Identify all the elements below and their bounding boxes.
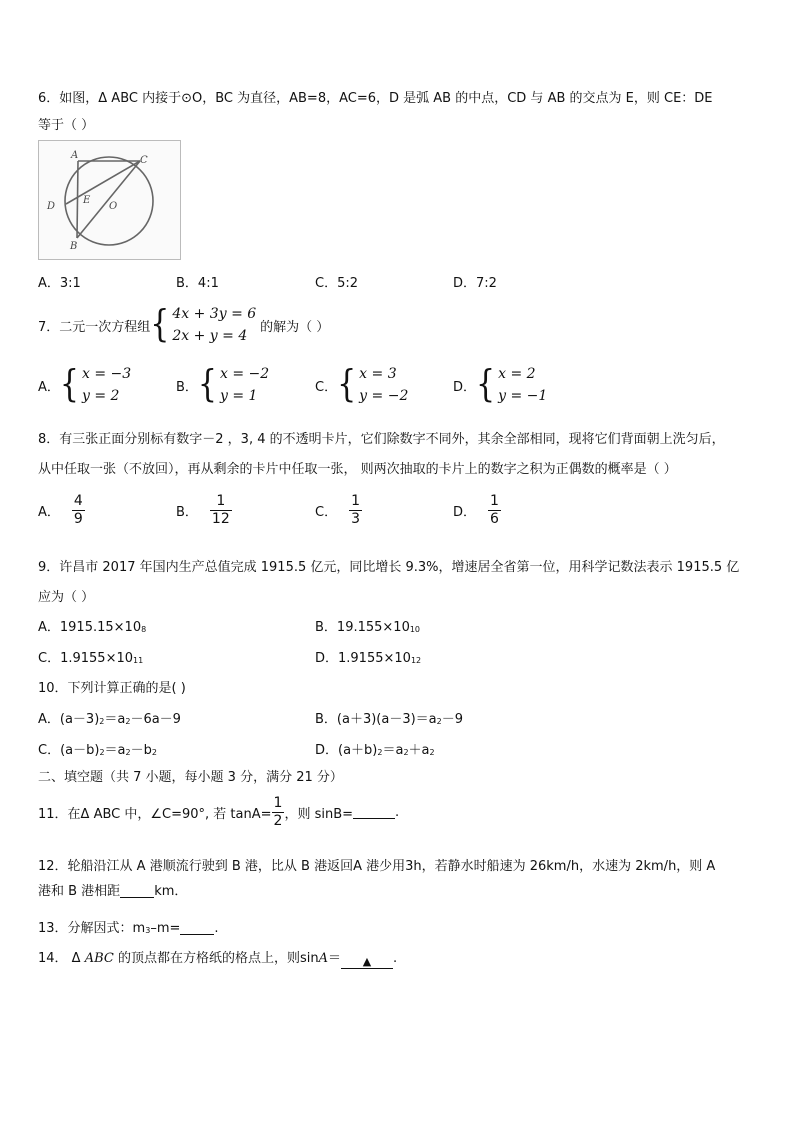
q10-option-d-part2: ＝a: [382, 743, 404, 758]
q11-den: 2: [273, 812, 283, 829]
q10-option-a-part1: A．(a－3): [38, 712, 100, 727]
q10-option-a-part3: －6a－9: [130, 712, 181, 727]
q10-option-a-part2: ＝a: [104, 712, 126, 727]
q8-option-c[interactable]: [315, 493, 362, 528]
q10-option-c-part1: C．(a－b): [38, 743, 100, 758]
q13-end: .: [214, 921, 219, 936]
q8-option-b-fraction: [210, 493, 232, 528]
q7-option-c[interactable]: [315, 363, 408, 407]
left-brace-icon: {: [476, 362, 496, 407]
q8-option-a[interactable]: [38, 493, 85, 528]
q7-option-a-label: A．: [38, 379, 60, 395]
q7-option-c-system: [359, 363, 408, 407]
q8-option-a-fraction: [72, 493, 85, 528]
q10-text: 10．下列计算正确的是( ): [38, 681, 186, 696]
q7-option-d-y: y = −1: [498, 388, 548, 404]
left-brace-icon: {: [150, 302, 170, 347]
chord-ab: [77, 161, 78, 238]
q13-prefix: 13．分解因式：m: [38, 921, 146, 936]
q14-a: A: [318, 951, 328, 966]
q7-eq2: 2x + y = 4: [172, 328, 248, 344]
q10-option-a-sub1: 2: [99, 717, 105, 726]
q10-option-d-sub1: 2: [377, 748, 383, 757]
q7-option-b-x: x = −2: [220, 366, 270, 382]
q8-option-c-den: 3: [351, 511, 360, 527]
q13-exp: 3: [145, 926, 151, 935]
q10-option-d-sub3: 2: [429, 748, 435, 757]
q10-option-b-sub1: 2: [436, 717, 442, 726]
q7-option-b-label: B．: [176, 379, 198, 395]
q13: [38, 917, 219, 936]
q7-option-a-system: [82, 363, 131, 407]
q6-text-line1: 6．如图，Δ ABC 内接于⊙O，BC 为直径，AB=8，AC=6，D 是弧 AB 的中点，CD 与 AB 的交点为 E，则 CE：DE: [38, 91, 713, 106]
q8-text-line2: 从中任取一张（不放回），再从剩余的卡片中任取一张， 则两次抽取的卡片上的数字之积为正偶数的概率是（ ）: [38, 462, 677, 477]
q7-option-c-y: y = −2: [359, 388, 409, 404]
q8-option-d-fraction: [488, 493, 501, 528]
q8-option-d-num: 1: [490, 493, 499, 509]
q7-system: [172, 303, 256, 347]
q11: [38, 792, 399, 832]
q8-text-line1: 8．有三张正面分别标有数字－2 ，3, 4 的不透明卡片，它们除数字不同外，其余全部相同，现将它们背面朝上洗匀后，: [38, 432, 725, 447]
q8-option-a-den: 9: [73, 511, 83, 527]
q6-option-b[interactable]: B．4:1: [176, 276, 219, 291]
q11-end: .: [395, 804, 400, 820]
q8-option-a-num: 4: [73, 493, 83, 509]
label-d: D: [47, 201, 56, 212]
q8-option-c-label: C．: [315, 505, 338, 520]
left-brace-icon: {: [59, 362, 79, 407]
q14-prefix: 14． Δ: [38, 951, 85, 966]
q9-option-c[interactable]: [38, 647, 143, 666]
q11-suffix: ，则 sinB=: [284, 806, 354, 822]
q9-option-a-label: A．1915.15×10: [38, 620, 142, 635]
q7-option-b-system: [220, 363, 269, 407]
q8-option-b-num: 1: [216, 493, 226, 509]
q10-option-b-part2: －9: [441, 712, 464, 727]
label-o: O: [109, 201, 118, 212]
q12-text-line2b: km．: [154, 884, 188, 899]
q8-option-a-label: A．: [38, 505, 60, 520]
q8-option-b-label: B．: [176, 505, 198, 520]
left-brace-icon: {: [197, 362, 218, 407]
q7-option-c-x: x = 3: [359, 366, 397, 382]
q7-option-b-y: y = 1: [220, 388, 258, 404]
left-brace-icon: {: [337, 362, 357, 407]
q9-option-a[interactable]: [38, 616, 146, 635]
q9-option-d[interactable]: [315, 647, 421, 666]
q7-option-a-y: y = 2: [82, 388, 120, 404]
q10-option-d[interactable]: [315, 739, 435, 758]
q6-text-line2: 等于（ ）: [38, 118, 95, 133]
q6-option-a[interactable]: A．3:1: [38, 276, 81, 291]
q11-answer-blank[interactable]: [353, 806, 395, 819]
q10-option-d-sub2: 2: [403, 748, 409, 757]
circle-diagram: [39, 141, 180, 259]
q7-eq1: 4x + 3y = 6: [172, 306, 257, 322]
q10-option-d-part1: D．(a＋b): [315, 743, 378, 758]
q7-option-d[interactable]: [453, 363, 547, 407]
q8-option-d-label: D．: [453, 505, 477, 520]
q7-prefix: 7．二元一次方程组: [38, 319, 151, 335]
q10-option-b-part1: B．(a＋3)(a－3)＝a: [315, 712, 437, 727]
label-b: B: [70, 241, 78, 252]
label-c: C: [140, 155, 148, 166]
q8-option-d-den: 6: [490, 511, 499, 527]
q9-option-c-label: C．1.9155×10: [38, 651, 133, 666]
q11-fraction: [272, 795, 285, 830]
q7-option-a-x: x = −3: [82, 366, 132, 382]
q14: [38, 947, 397, 969]
q14-abc: ABC: [84, 951, 114, 966]
q7-question: [38, 300, 329, 350]
q10-option-c-sub1: 2: [99, 748, 105, 757]
q7-suffix: 的解为（ ）: [260, 319, 330, 335]
q9-option-d-label: D．1.9155×10: [315, 651, 411, 666]
section-heading: 二、填空题（共 7 小题，每小题 3 分，满分 21 分）: [38, 770, 343, 785]
q8-option-c-num: 1: [351, 493, 360, 509]
q8-option-d[interactable]: [453, 493, 501, 528]
q9-option-a-exp: 8: [141, 625, 147, 634]
q10-option-d-part3: ＋a: [408, 743, 430, 758]
q8-option-b-den: 12: [211, 511, 230, 527]
q11-num: 1: [273, 794, 283, 811]
q9-option-b-label: B．19.155×10: [315, 620, 410, 635]
q10-option-c-part2: ＝a: [104, 743, 126, 758]
q14-answer-blank[interactable]: [341, 954, 393, 969]
q12-answer-blank[interactable]: [120, 885, 154, 898]
q14-mid: 的顶点都在方格纸的格点上，则sin: [113, 951, 319, 966]
q7-option-d-system: [498, 363, 547, 407]
q13-mid: –m=: [150, 921, 181, 936]
q10-option-c-sub3: 2: [151, 748, 157, 757]
q9-option-b[interactable]: [315, 616, 420, 635]
q6-option-d[interactable]: D．7:2: [453, 276, 497, 291]
q7-option-d-x: x = 2: [498, 366, 536, 382]
q12-text-line2a: 港和 B 港相距: [38, 884, 121, 899]
q9-option-d-exp: 12: [410, 656, 422, 665]
q7-option-c-label: C．: [315, 379, 338, 395]
q10-option-c-sub2: 2: [125, 748, 131, 757]
q8-option-c-fraction: [349, 493, 362, 528]
q7-option-d-label: D．: [453, 379, 477, 395]
q10-option-a-sub2: 2: [125, 717, 131, 726]
q9-text-line1: 9．许昌市 2017 年国内生产总值完成 1915.5 亿元，同比增长 9.3%，增速居全省第一位，用科学记数法表示 1915.5 亿: [38, 560, 740, 575]
q12-text-line2: [38, 880, 187, 899]
q6-figure: [38, 140, 181, 260]
label-e: E: [83, 195, 91, 206]
q10-option-c-part3: －b: [130, 743, 152, 758]
q6-option-c[interactable]: C．5:2: [315, 276, 358, 291]
q13-answer-blank[interactable]: [180, 922, 214, 935]
q9-option-b-exp: 10: [409, 625, 421, 634]
q10-option-c[interactable]: [38, 739, 157, 758]
q9-option-c-exp: 11: [133, 656, 144, 665]
q10-option-a[interactable]: [38, 708, 181, 727]
q7-option-a[interactable]: [38, 363, 131, 407]
q10-option-b[interactable]: [315, 708, 463, 727]
triangle-icon: ▲: [362, 955, 372, 968]
q14-end: .: [393, 951, 398, 966]
q14-eq: ＝: [328, 951, 342, 966]
q7-option-b[interactable]: [176, 363, 269, 407]
label-a: A: [71, 150, 79, 161]
q8-option-b[interactable]: [176, 493, 232, 528]
q12-text-line1: 12．轮船沿江从 A 港顺流行驶到 B 港，比从 B 港返回A 港少用3h，若静水时船速为 26km/h，水速为 2km/h，则 A: [38, 859, 716, 874]
q9-text-line2: 应为（ ）: [38, 590, 95, 605]
q11-prefix: 11．在Δ ABC 中，∠C=90°, 若 tanA=: [38, 806, 272, 822]
